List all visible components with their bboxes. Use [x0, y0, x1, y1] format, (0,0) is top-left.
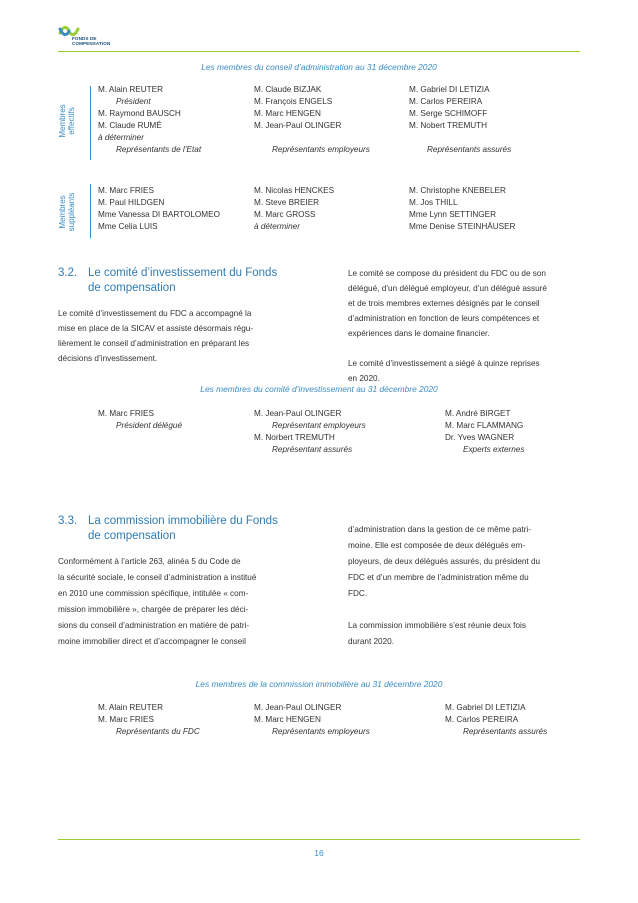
section-3-2-left-text: [58, 306, 290, 366]
member-name: M. Jean-Paul OLINGER: [254, 121, 342, 130]
group-label: Experts externes: [463, 445, 525, 454]
member-name: M. Carlos PEREIRA: [409, 97, 483, 106]
text-line: lièrement le conseil d’administration en préparant les: [58, 339, 250, 348]
member-name: Mme Vanessa DI BARTOLOMEO: [98, 210, 220, 219]
member-name: M. Marc HENGEN: [254, 109, 321, 118]
text-line: FDC et d’un membre de l’administration même du: [348, 573, 529, 582]
comite-col3: [445, 408, 524, 456]
member-name: M. François ENGELS: [254, 97, 333, 106]
group-label: Représentants de l’Etat: [116, 145, 202, 154]
page-number: 16: [314, 848, 324, 858]
commission-title: Les membres de la commission immobilière au 31 décembre 2020: [195, 679, 443, 689]
member-name: Mme Denise STEINHÄUSER: [409, 222, 516, 231]
member-placeholder: à déterminer: [254, 222, 300, 231]
text-line: ployeurs, de deux délégués assurés, du président du: [348, 557, 541, 566]
group-label: Représentants assurés: [463, 727, 548, 736]
member-name: M. Jean-Paul OLINGER: [254, 703, 342, 712]
effectifs-divider: [90, 86, 91, 160]
member-name: M. Jean-Paul OLINGER: [254, 409, 342, 418]
effectifs-col-employeurs: [254, 84, 370, 156]
text-line: Conformément à l’article 263, alinéa 5 du Code de: [58, 557, 241, 566]
text-line: d’administration en fonction de leurs compétences et: [348, 314, 540, 323]
member-placeholder: à déterminer: [98, 133, 144, 142]
text-line: mission immobilière », chargée de préparer les déci-: [58, 605, 249, 614]
group-label: Représentants employeurs: [272, 727, 370, 736]
effectifs-label-line2: effectifs: [67, 107, 76, 135]
section-3-2-right-text: [348, 266, 580, 386]
section-3-3-right-text: [348, 522, 580, 650]
text-line: moine immobilier direct et d’accompagner le conseil: [58, 637, 246, 646]
member-name: M. Jos THILL: [409, 198, 458, 207]
section-title-line2: de compensation: [88, 530, 176, 542]
text-line: durant 2020.: [348, 637, 394, 646]
suppleants-label-line2: suppléants: [67, 192, 76, 232]
comite-title: Les membres du comité d’investissement au 31 décembre 2020: [200, 384, 438, 394]
logo-text: [72, 36, 110, 46]
text-line: expériences dans le domaine financier.: [348, 329, 490, 338]
text-line: [348, 341, 580, 356]
member-name: M. Steve BREIER: [254, 198, 320, 207]
text-line: d’administration dans la gestion de ce même patri-: [348, 525, 531, 534]
text-line: [348, 602, 580, 618]
member-name: M. Gabriel DI LETIZIA: [409, 85, 490, 94]
text-line: la sécurité sociale, le conseil d’administration a institué: [58, 573, 257, 582]
member-name: M. André BIRGET: [445, 409, 511, 418]
conseil-title: Les membres du conseil d’administration au 31 décembre 2020: [201, 62, 437, 72]
member-role: Représentant employeurs: [272, 421, 366, 430]
suppleants-divider: [90, 184, 91, 238]
member-name: Mme Celia LUIS: [98, 222, 158, 231]
group-label: Représentants assurés: [427, 145, 512, 154]
member-name: Mme Lynn SETTINGER: [409, 210, 497, 219]
effectifs-col-assures: [409, 84, 511, 156]
commission-col3: [445, 702, 547, 738]
bottom-divider: [58, 839, 580, 840]
section-title-line2: de compensation: [88, 282, 176, 294]
group-label: Représentants employeurs: [272, 145, 370, 154]
text-line: et de trois membres externes désignés par le conseil: [348, 299, 540, 308]
member-name: M. Claude BIZJAK: [254, 85, 322, 94]
member-role: Président délégué: [116, 421, 183, 430]
fdc-logo: [58, 24, 138, 50]
member-name: M. Alain REUTER: [98, 703, 164, 712]
text-line: Le comité d’investissement a siégé à quinze reprises: [348, 359, 540, 368]
text-line: en 2020.: [348, 374, 380, 383]
logo-line1: FONDS DE: [72, 36, 97, 41]
logo-line2: COMPENSATION: [72, 41, 111, 46]
member-name: M. Carlos PEREIRA: [445, 715, 519, 724]
member-name: M. Raymond BAUSCH: [98, 109, 181, 118]
text-line: sions du conseil d’administration en matière de patri-: [58, 621, 250, 630]
effectifs-label-line1: Membres: [58, 104, 67, 138]
member-role: Président: [116, 97, 151, 106]
member-role: Représentant assurés: [272, 445, 353, 454]
member-name: M. Norbert TREMUTH: [254, 433, 335, 442]
section-3-3-heading: [58, 514, 328, 544]
section-3-2-heading: [58, 266, 328, 296]
comite-col1: [98, 408, 182, 432]
suppleants-col2: [254, 185, 334, 233]
suppleants-label-line1: Membres: [58, 195, 67, 229]
section-number: 3.3.: [58, 515, 78, 527]
group-label: Représentants du FDC: [116, 727, 200, 736]
effectifs-label: [52, 90, 82, 152]
text-line: Le comité se compose du président du FDC ou de son: [348, 269, 546, 278]
member-name: M. Alain REUTER: [98, 85, 164, 94]
text-line: décisions d’investissement.: [58, 354, 158, 363]
member-name: M. Marc FRIES: [98, 186, 154, 195]
text-line: en 2010 une commission spécifique, intitulée « com-: [58, 589, 249, 598]
member-name: M. Christophe KNEBELER: [409, 186, 506, 195]
commission-col1: [98, 702, 200, 738]
comite-col2: [254, 408, 366, 456]
member-name: M. Paul HILDGEN: [98, 198, 165, 207]
member-name: M. Claude RUMÉ: [98, 121, 162, 130]
section-title-line1: La commission immobilière du Fonds: [88, 515, 278, 527]
commission-col2: [254, 702, 370, 738]
member-name: M. Marc FLAMMANG: [445, 421, 524, 430]
member-name: M. Marc HENGEN: [254, 715, 321, 724]
text-line: FDC.: [348, 589, 368, 598]
member-name: M. Nicolas HENCKES: [254, 186, 335, 195]
text-line: La commission immobilière s’est réunie deux fois: [348, 621, 526, 630]
section-title-line1: Le comité d’investissement du Fonds: [88, 267, 278, 279]
text-line: mise en place de la SICAV et assiste désormais régu-: [58, 324, 254, 333]
member-name: M. Serge SCHIMOFF: [409, 109, 488, 118]
member-name: M. Marc GROSS: [254, 210, 316, 219]
section-3-3-left-text: [58, 554, 290, 650]
member-name: M. Marc FRIES: [98, 715, 154, 724]
member-name: M. Marc FRIES: [98, 409, 154, 418]
member-name: Dr. Yves WAGNER: [445, 433, 515, 442]
member-name: M. Gabriel DI LETIZIA: [445, 703, 526, 712]
text-line: Le comité d’investissement du FDC a accompagné la: [58, 309, 252, 318]
text-line: moine. Elle est composée de deux délégués em-: [348, 541, 526, 550]
top-divider: [58, 51, 580, 52]
effectifs-col-etat: [98, 84, 201, 156]
text-line: délégué, d’un délégué employeur, d’un délégué assuré: [348, 284, 547, 293]
member-name: M. Nobert TREMUTH: [409, 121, 488, 130]
suppleants-col1: [98, 185, 220, 233]
section-number: 3.2.: [58, 267, 78, 279]
suppleants-col3: [409, 185, 515, 233]
suppleants-label: [52, 183, 82, 239]
